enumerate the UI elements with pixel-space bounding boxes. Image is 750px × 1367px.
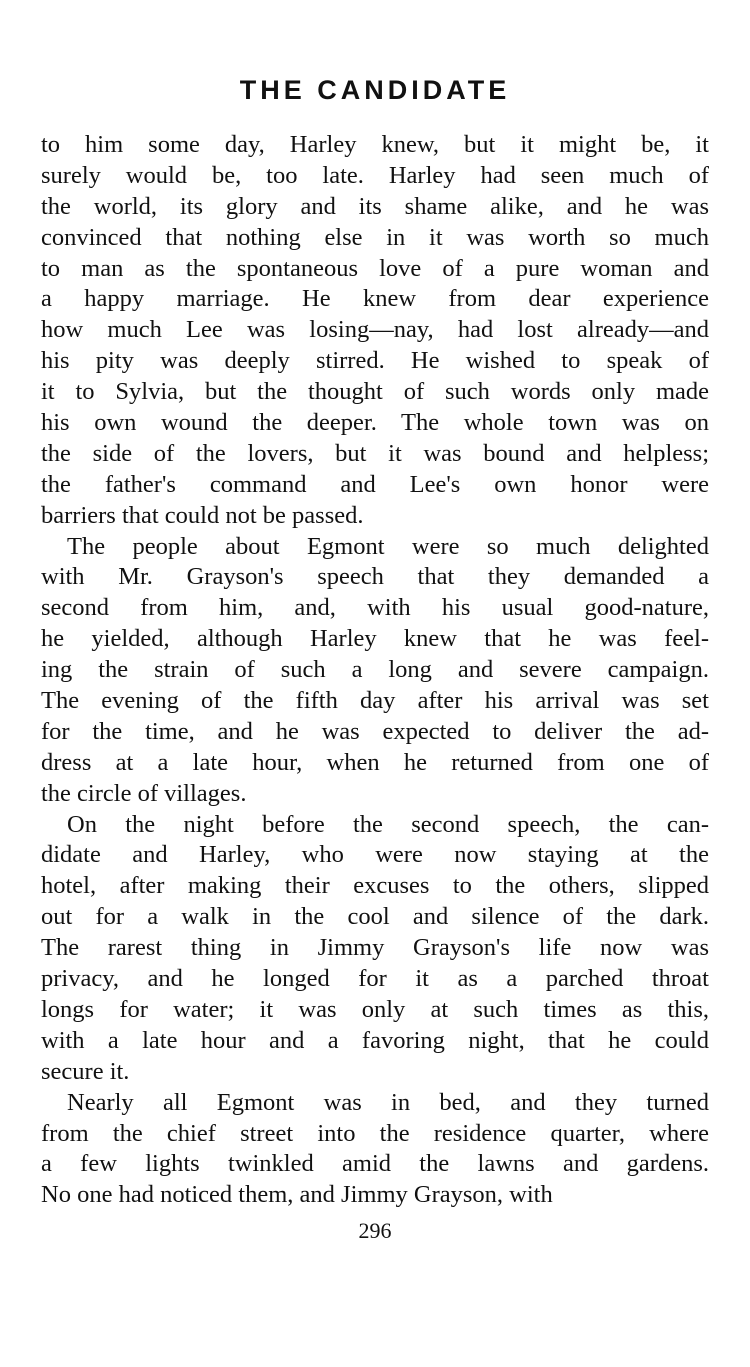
text-line: the circle of villages.	[41, 779, 247, 807]
paragraph	[41, 130, 709, 532]
text-line: for the time, and he was expected to deliver the ad-	[41, 717, 709, 745]
text-line: with a late hour and a favoring night, that he could	[41, 1026, 709, 1054]
text-line: Nearly all Egmont was in bed, and they turned	[67, 1088, 709, 1116]
text-line: his own wound the deeper. The whole town was on	[41, 409, 709, 437]
text-line: ing the strain of such a long and severe campaign.	[41, 656, 709, 684]
text-line: how much Lee was losing—nay, had lost already—and	[41, 316, 709, 344]
text-line: second from him, and, with his usual good-nature,	[41, 594, 709, 622]
page-number: 296	[358, 1218, 392, 1243]
text-line: it to Sylvia, but the thought of such words only made	[41, 378, 709, 406]
running-head-title: THE CANDIDATE	[239, 75, 511, 105]
text-line: dress at a late hour, when he returned from one of	[41, 748, 709, 776]
text-line: a happy marriage. He knew from dear experience	[41, 285, 709, 313]
text-line: longs for water; it was only at such times as this,	[41, 995, 709, 1023]
text-line: secure it.	[41, 1057, 130, 1085]
paragraph	[41, 1088, 709, 1212]
text-line: hotel, after making their excuses to the others, slipped	[41, 872, 709, 900]
paragraph	[41, 810, 709, 1088]
text-line: out for a walk in the cool and silence of the dark.	[41, 903, 709, 931]
text-line: his pity was deeply stirred. He wished to speak of	[41, 347, 709, 375]
text-line: the side of the lovers, but it was bound and helpless;	[41, 439, 709, 467]
text-line: barriers that could not be passed.	[41, 501, 364, 529]
text-line: with Mr. Grayson's speech that they demanded a	[41, 563, 709, 591]
text-line: the world, its glory and its shame alike, and he was	[41, 192, 709, 220]
text-line: he yielded, although Harley knew that he was feel-	[41, 625, 709, 653]
text-line: convinced that nothing else in it was worth so much	[41, 223, 709, 251]
body-text	[41, 130, 709, 1211]
text-line: from the chief street into the residence quarter, where	[41, 1119, 709, 1147]
text-line: to man as the spontaneous love of a pure woman and	[41, 254, 709, 282]
text-line: No one had noticed them, and Jimmy Grayson, with	[41, 1181, 553, 1209]
text-line: a few lights twinkled amid the lawns and gardens.	[41, 1150, 709, 1178]
text-line: The evening of the fifth day after his arrival was set	[41, 687, 709, 715]
text-line: didate and Harley, who were now staying at the	[41, 841, 709, 869]
text-line: the father's command and Lee's own honor were	[41, 470, 709, 498]
text-line: to him some day, Harley knew, but it might be, it	[41, 131, 709, 158]
text-line: On the night before the second speech, the can-	[67, 810, 709, 838]
text-line: surely would be, too late. Harley had seen much of	[41, 161, 709, 189]
text-line: The rarest thing in Jimmy Grayson's life now was	[41, 934, 709, 962]
text-line: The people about Egmont were so much delighted	[67, 532, 709, 560]
paragraph	[41, 532, 709, 810]
text-line: privacy, and he longed for it as a parched throat	[41, 965, 709, 993]
